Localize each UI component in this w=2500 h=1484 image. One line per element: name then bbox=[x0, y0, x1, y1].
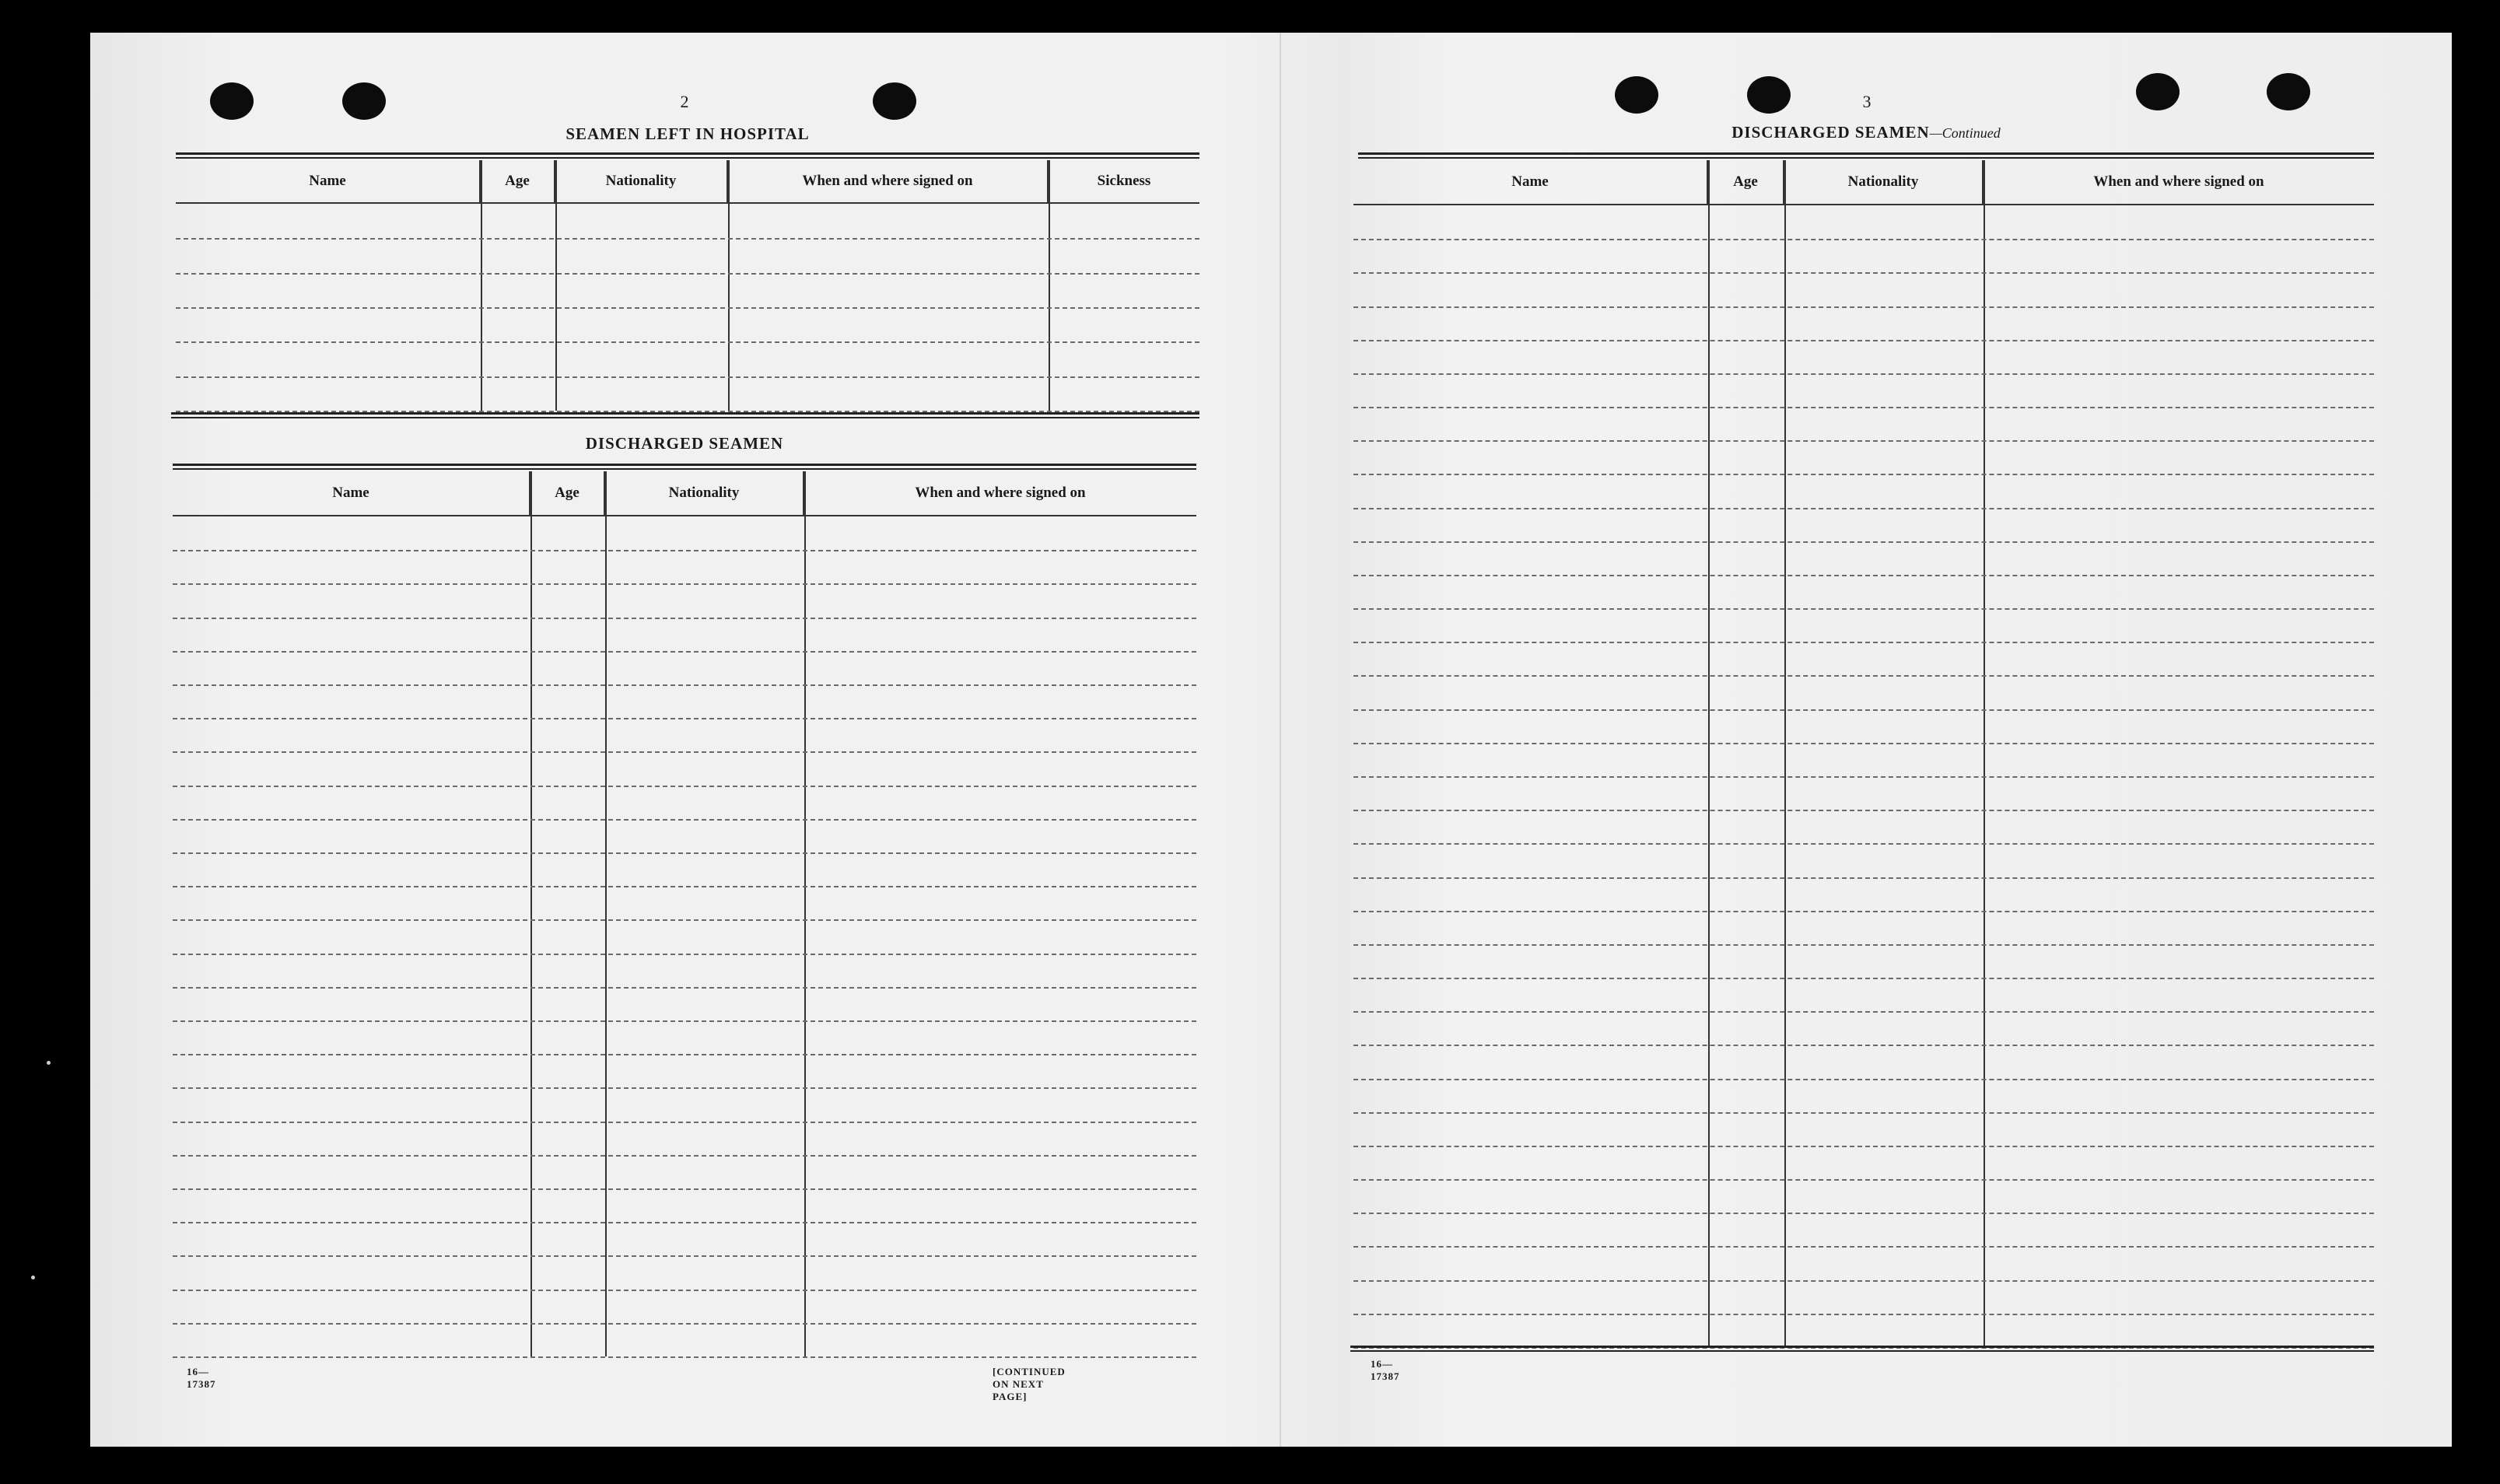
table-row-line bbox=[173, 886, 1196, 887]
col-header-nationality: Nationality bbox=[555, 160, 728, 204]
table-row-line bbox=[1353, 911, 2374, 912]
col-header-nationality: Nationality bbox=[605, 471, 804, 516]
table-row-line bbox=[173, 1020, 1196, 1022]
col-header-age: Age bbox=[1708, 160, 1784, 205]
punch-hole bbox=[210, 82, 254, 120]
table-row-line bbox=[173, 550, 1196, 551]
page-fold bbox=[1280, 33, 1281, 1447]
table-row-line bbox=[1353, 306, 2374, 308]
table-row-line bbox=[1353, 1011, 2374, 1013]
table-row-line bbox=[173, 987, 1196, 989]
col-header-sickness: Sickness bbox=[1049, 160, 1199, 204]
discharged-continued-title bbox=[1358, 123, 2374, 142]
col-header-nationality: Nationality bbox=[1784, 160, 1984, 205]
table-row-line bbox=[1353, 575, 2374, 576]
page-number: 3 bbox=[1862, 92, 1871, 111]
table-row-line bbox=[1353, 1213, 2374, 1214]
table-row-line bbox=[1353, 340, 2374, 341]
table-row-line bbox=[173, 786, 1196, 787]
table-row-line bbox=[1353, 642, 2374, 643]
title-main: DISCHARGED SEAMEN bbox=[1731, 123, 1930, 142]
table-row-line bbox=[176, 273, 1199, 275]
table-row-line bbox=[173, 1356, 1196, 1358]
table-row-line bbox=[173, 1290, 1196, 1291]
title-rule bbox=[176, 152, 1199, 159]
table-row-line bbox=[1353, 1112, 2374, 1114]
table-row-line bbox=[173, 819, 1196, 821]
discharged-section-title: DISCHARGED SEAMEN bbox=[585, 434, 784, 453]
table-row-line bbox=[1353, 474, 2374, 475]
table-row-line bbox=[1353, 877, 2374, 879]
title-rule bbox=[1358, 152, 2374, 159]
table-row-line bbox=[1353, 978, 2374, 979]
hospital-section-title: SEAMEN LEFT IN HOSPITAL bbox=[565, 124, 810, 143]
table-row-line bbox=[176, 307, 1199, 309]
table-row-line bbox=[173, 1054, 1196, 1055]
page-number: 2 bbox=[680, 92, 689, 111]
table-row-line bbox=[173, 1155, 1196, 1157]
table-row-line bbox=[1353, 508, 2374, 509]
continued-row-lines bbox=[1353, 160, 2374, 1347]
table-row-line bbox=[173, 684, 1196, 686]
table-row-line bbox=[173, 852, 1196, 854]
table-row-line bbox=[1353, 1179, 2374, 1181]
table-row-line bbox=[173, 1087, 1196, 1089]
col-header-name: Name bbox=[176, 160, 481, 204]
table-row-line bbox=[173, 718, 1196, 719]
table-row-line bbox=[1353, 1280, 2374, 1282]
discharged-continued-table bbox=[1353, 160, 2374, 1347]
punch-hole bbox=[873, 82, 916, 120]
form-code: 16—17387 bbox=[187, 1366, 216, 1390]
punch-hole bbox=[1615, 76, 1658, 114]
table-row-line bbox=[1353, 1079, 2374, 1080]
dust-speck bbox=[31, 1276, 35, 1279]
discharged-row-lines bbox=[173, 471, 1196, 1356]
table-row-line bbox=[173, 618, 1196, 619]
table-row-line bbox=[1353, 810, 2374, 811]
title-suffix: —Continued bbox=[1929, 125, 2001, 141]
hospital-table bbox=[176, 160, 1199, 411]
form-code: 16—17387 bbox=[1371, 1358, 1400, 1382]
col-header-signed-on: When and where signed on bbox=[728, 160, 1049, 204]
table-row-line bbox=[176, 341, 1199, 343]
title-rule bbox=[173, 464, 1196, 470]
dust-speck bbox=[47, 1061, 51, 1065]
table-row-line bbox=[1353, 776, 2374, 778]
table-row-line bbox=[173, 1222, 1196, 1223]
col-header-name: Name bbox=[1353, 160, 1708, 205]
table-row-line bbox=[173, 1122, 1196, 1123]
table-row-line bbox=[1353, 1314, 2374, 1315]
col-header-age: Age bbox=[530, 471, 605, 516]
table-row-line bbox=[1353, 843, 2374, 845]
table-row-line bbox=[173, 1323, 1196, 1325]
col-header-name: Name bbox=[173, 471, 530, 516]
bottom-rule bbox=[1350, 1346, 2374, 1352]
table-row-line bbox=[176, 238, 1199, 240]
hospital-row-lines bbox=[176, 160, 1199, 411]
table-row-line bbox=[173, 919, 1196, 921]
table-row-line bbox=[1353, 608, 2374, 610]
table-row-line bbox=[173, 1255, 1196, 1257]
table-row-line bbox=[1353, 709, 2374, 711]
table-row-line bbox=[173, 583, 1196, 585]
table-row-line bbox=[1353, 407, 2374, 408]
table-row-line bbox=[1353, 743, 2374, 744]
section-rule bbox=[171, 412, 1199, 418]
table-row-line bbox=[1353, 541, 2374, 543]
discharged-table bbox=[173, 471, 1196, 1356]
col-header-signed-on: When and where signed on bbox=[1984, 160, 2374, 205]
table-row-line bbox=[1353, 1146, 2374, 1147]
table-row-line bbox=[176, 376, 1199, 378]
table-row-line bbox=[173, 1188, 1196, 1190]
table-row-line bbox=[1353, 272, 2374, 274]
table-row-line bbox=[173, 751, 1196, 753]
table-row-line bbox=[1353, 440, 2374, 442]
table-row-line bbox=[1353, 1246, 2374, 1248]
table-row-line bbox=[173, 954, 1196, 955]
table-row-line bbox=[1353, 239, 2374, 240]
table-row-line bbox=[1353, 373, 2374, 375]
punch-hole bbox=[1747, 76, 1791, 114]
col-header-age: Age bbox=[481, 160, 555, 204]
table-row-line bbox=[173, 651, 1196, 653]
table-row-line bbox=[1353, 675, 2374, 677]
table-row-line bbox=[1353, 1045, 2374, 1046]
punch-hole bbox=[2136, 73, 2180, 110]
continued-note: [CONTINUED ON NEXT PAGE] bbox=[993, 1366, 1066, 1402]
punch-hole bbox=[2267, 73, 2310, 110]
punch-hole bbox=[342, 82, 386, 120]
col-header-signed-on: When and where signed on bbox=[804, 471, 1196, 516]
table-row-line bbox=[1353, 944, 2374, 946]
